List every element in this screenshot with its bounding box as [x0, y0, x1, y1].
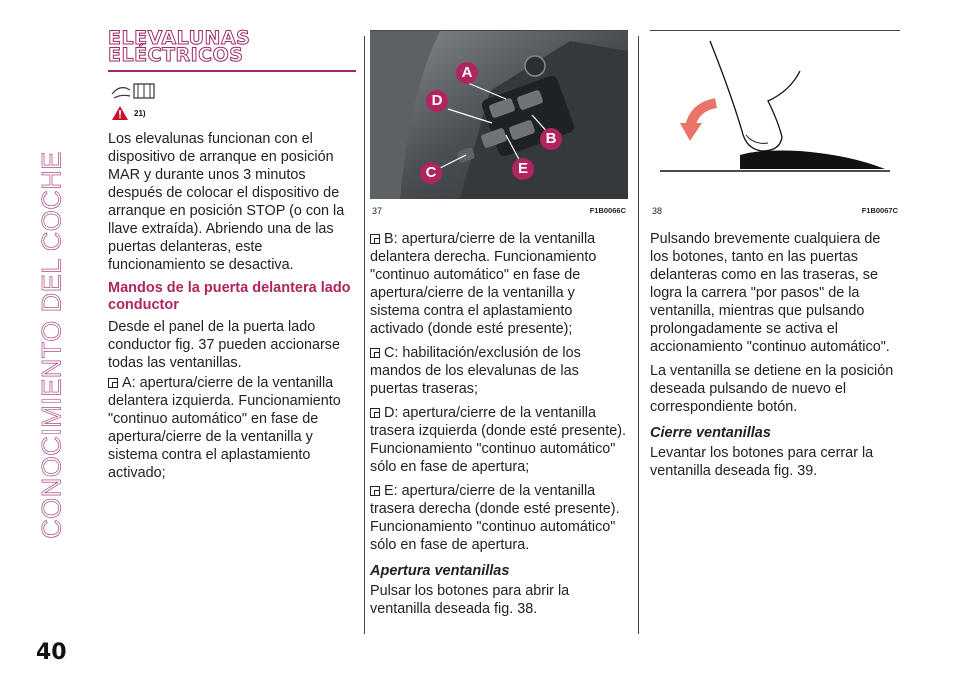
bullet-icon — [370, 348, 380, 358]
open-windows-text: Pulsar los botones para abrir la ventanilla deseada fig. 38. — [370, 583, 570, 617]
bullet-a — [108, 374, 358, 482]
figure-38-number: 38 — [652, 206, 663, 216]
callout-e: E — [512, 158, 534, 180]
side-section-title: CONOCIMIENTO DEL COCHE — [36, 151, 67, 539]
bullet-a-text: A: apertura/cierre de la ventanilla delantera izquierda. Funcionamiento "continuo automático" en fase de apertura/cierre de la ventanilla y sistema contra el aplastamiento activado; — [108, 375, 341, 481]
figure-38-code: F1B0067C — [861, 206, 898, 215]
bullet-icon — [108, 378, 118, 388]
bullet-e-text: E: apertura/cierre de la ventanilla trasera derecha (donde esté presente). Funcionamiento "continuo automático" sólo en fase de apertura. — [370, 483, 620, 553]
callout-b: B — [540, 128, 562, 150]
column-divider — [638, 36, 639, 634]
callout-a: A — [456, 62, 478, 84]
callout-d: D — [426, 90, 448, 112]
driver-door-paragraph: Desde el panel de la puerta lado conductor fig. 37 pueden accionarse todas las ventanillas. — [108, 319, 341, 371]
column-3 — [650, 30, 900, 486]
heading-close-windows: Cierre ventanillas — [650, 425, 771, 441]
section-title — [108, 27, 358, 66]
page-number: 40 — [36, 640, 67, 665]
figure-38-caption — [650, 204, 900, 216]
title-rule — [108, 70, 356, 72]
bullet-icon — [370, 234, 380, 244]
paragraph-steps: Pulsando brevemente cualquiera de los botones, tanto en las puertas delanteras como en las traseras, se logra la carrera "por pasos" de la ventanilla, mientras que pulsando prolongadamente se activa el accionamiento "continuo automático". — [650, 231, 890, 355]
title-line-1: ELEVALUNAS — [108, 27, 251, 49]
warning-reference: 21) — [134, 108, 146, 118]
figure-37-code: F1B0066C — [589, 206, 626, 215]
close-windows-text: Levantar los botones para cerrar la ventanilla deseada fig. 39. — [650, 445, 874, 479]
callout-c: C — [420, 162, 442, 184]
finger-press-illustration — [650, 31, 900, 199]
figure-37-caption — [370, 204, 628, 216]
column-2 — [370, 30, 628, 624]
figure-37 — [370, 30, 628, 216]
window-switch-panel-photo — [370, 31, 628, 199]
bullet-d — [370, 404, 628, 476]
bullet-c-text: C: habilitación/exclusión de los mandos de los elevalunas de las puertas traseras; — [370, 345, 581, 397]
bullet-icon — [370, 486, 380, 496]
bullet-b-text: B: apertura/cierre de la ventanilla delantera derecha. Funcionamiento "continuo automático" en fase de apertura/cierre de la ventanilla y sistema contra el aplastamiento activado (donde esté presente); — [370, 231, 597, 337]
figure-37-number: 37 — [372, 206, 383, 216]
heading-open-windows: Apertura ventanillas — [370, 563, 510, 579]
bullet-icon — [370, 408, 380, 418]
paragraph-stop: La ventanilla se detiene en la posición deseada pulsando de nuevo el correspondiente botón. — [650, 363, 894, 415]
warning-row — [112, 106, 358, 120]
bullet-d-text: D: apertura/cierre de la ventanilla trasera izquierda (donde esté presente). Funcionamiento "continuo automático" sólo en fase de apertura; — [370, 405, 626, 475]
subheading-driver-door: Mandos de la puerta delantera lado conductor — [108, 280, 351, 313]
bullet-e — [370, 482, 628, 554]
bullet-b — [370, 230, 628, 338]
column-divider — [364, 36, 365, 634]
title-line-2: ELÉCTRICOS — [108, 44, 244, 66]
hand-window-icon — [108, 80, 358, 102]
bullet-c — [370, 344, 628, 398]
column-1 — [108, 27, 358, 488]
intro-paragraph: Los elevalunas funcionan con el dispositivo de arranque en posición MAR y durante unos 3 minutos después de colocar el dispositivo de arranque en posición STOP (o con la llave extraída). Abriendo una de las puertas delanteras, este funcionamiento se desactiva. — [108, 131, 345, 273]
figure-38 — [650, 30, 900, 216]
warning-icon — [112, 106, 128, 120]
